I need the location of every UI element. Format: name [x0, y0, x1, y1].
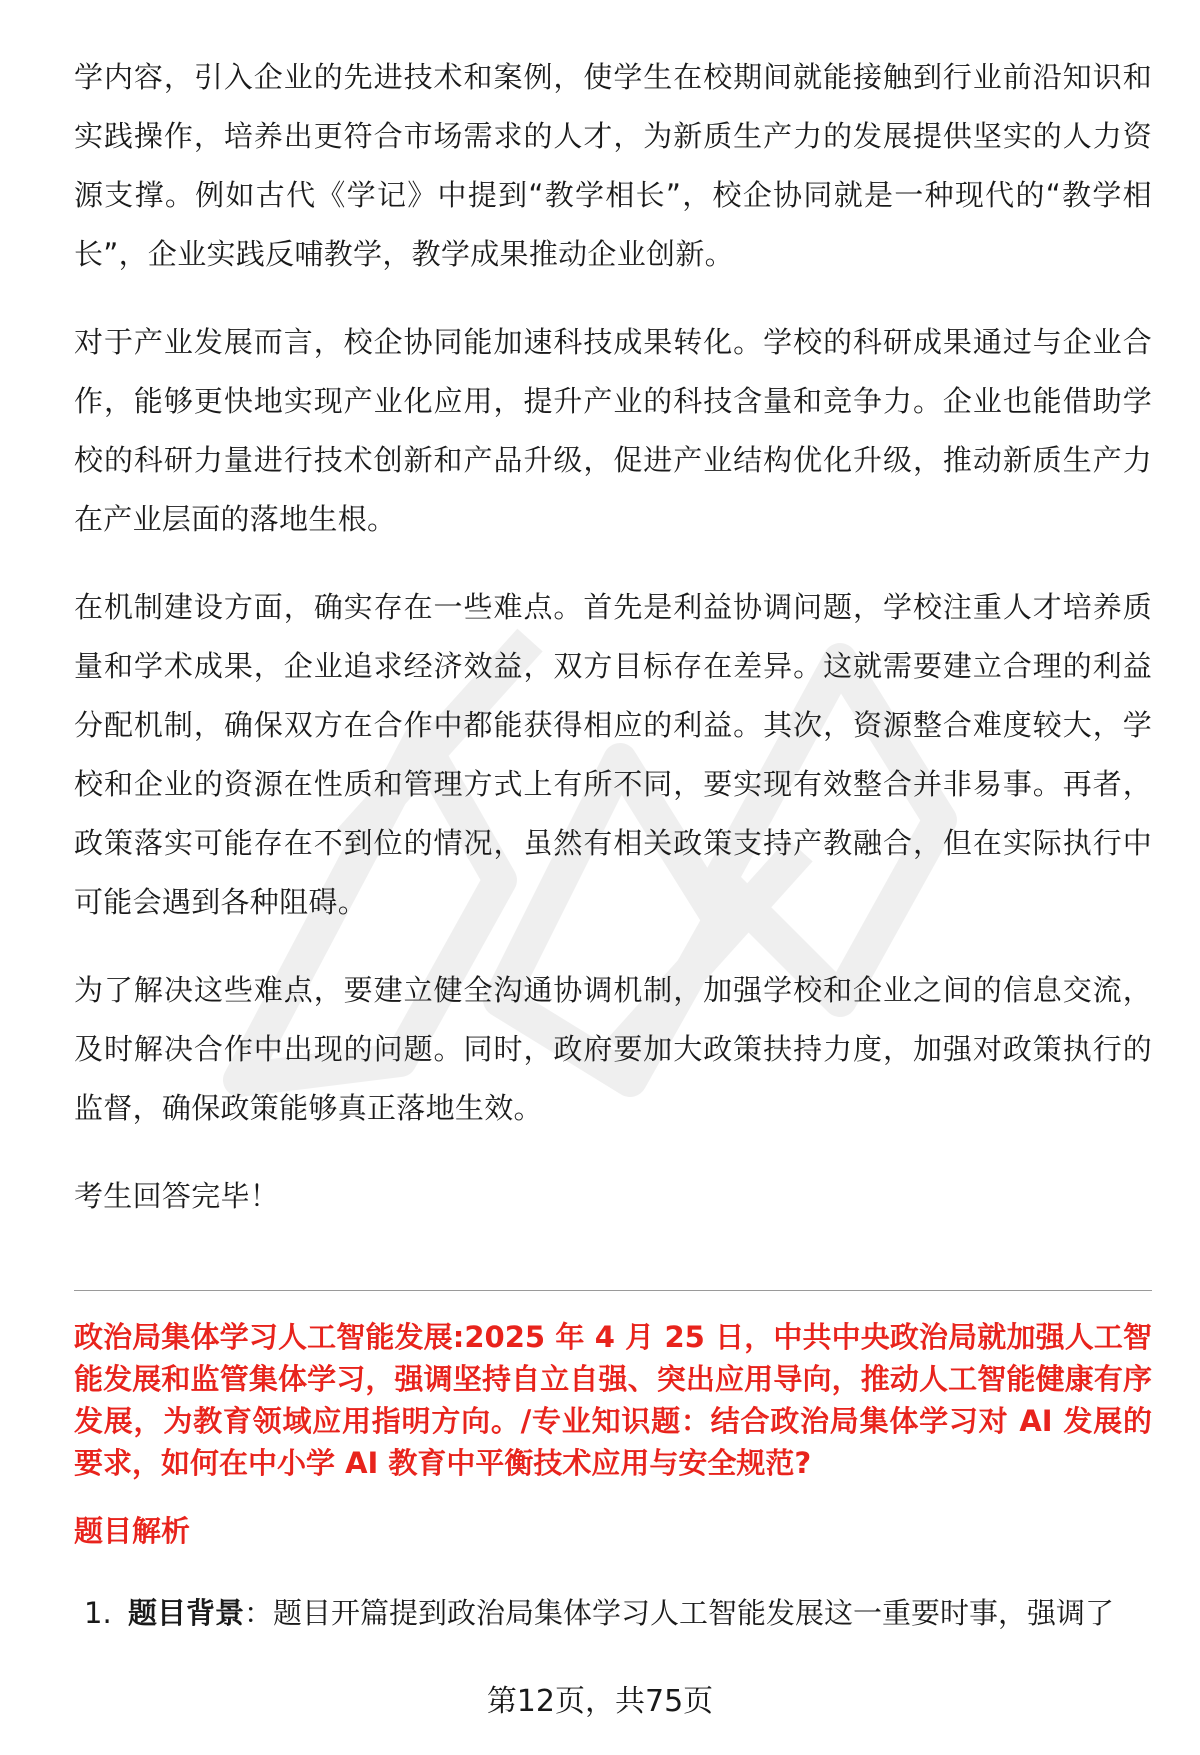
answer-body [74, 48, 1152, 1226]
section-heading: 题目解析 [74, 1514, 191, 1548]
section-divider [74, 1290, 1152, 1291]
list-item-term: 题目背景 [128, 1596, 245, 1630]
paragraph: 为了解决这些难点，要建立健全沟通协调机制，加强学校和企业之间的信息交流，及时解决合作中出现的问题。同时，政府要加大政策扶持力度，加强对政策执行的监督，确保政策能够真正落地生效。 [74, 973, 1152, 1125]
paragraph: 学内容，引入企业的先进技术和案例，使学生在校期间就能接触到行业前沿知识和实践操作，培养出更符合市场需求的人才，为新质生产力的发展提供坚实的人力资源支撑。例如古代《学记》中提到“教学相长”，校企协同就是一种现代的“教学相长”，企业实践反哺教学，教学成果推动企业创新。 [74, 60, 1152, 271]
list-item-number: 1. [84, 1596, 112, 1630]
list-item-text: ：题目开篇提到政治局集体学习人工智能发展这一重要时事，强调了 [244, 1596, 1115, 1630]
paragraph: 对于产业发展而言，校企协同能加速科技成果转化。学校的科研成果通过与企业合作，能够更快地实现产业化应用，提升产业的科技含量和竞争力。企业也能借助学校的科研力量进行技术创新和产品升级，促进产业结构优化升级，推动新质生产力在产业层面的落地生根。 [74, 325, 1152, 536]
closing-remark: 考生回答完毕！ [74, 1179, 280, 1213]
question-text: 政治局集体学习人工智能发展:2025 年 4 月 25 日，中共中央政治局就加强人工智能发展和监管集体学习，强调坚持自立自强、突出应用导向，推动人工智能健康有序发展，为教育领域应用指明方向。/专业知识题：结合政治局集体学习对 AI 发展的要求，如何在中小学 AI 教育中平衡技术应用与安全规范? [74, 1320, 1152, 1480]
page-number: 第12页，共75页 [486, 1684, 714, 1719]
list-item [84, 1592, 1152, 1634]
paragraph: 在机制建设方面，确实存在一些难点。首先是利益协调问题，学校注重人才培养质量和学术成果，企业追求经济效益，双方目标存在差异。这就需要建立合理的利益分配机制，确保双方在合作中都能获得相应的利益。其次，资源整合难度较大，学校和企业的资源在性质和管理方式上有所不同，要实现有效整合并非易事。再者，政策落实可能存在不到位的情况，虽然有相关政策支持产教融合，但在实际执行中可能会遇到各种阻碍。 [74, 590, 1152, 919]
